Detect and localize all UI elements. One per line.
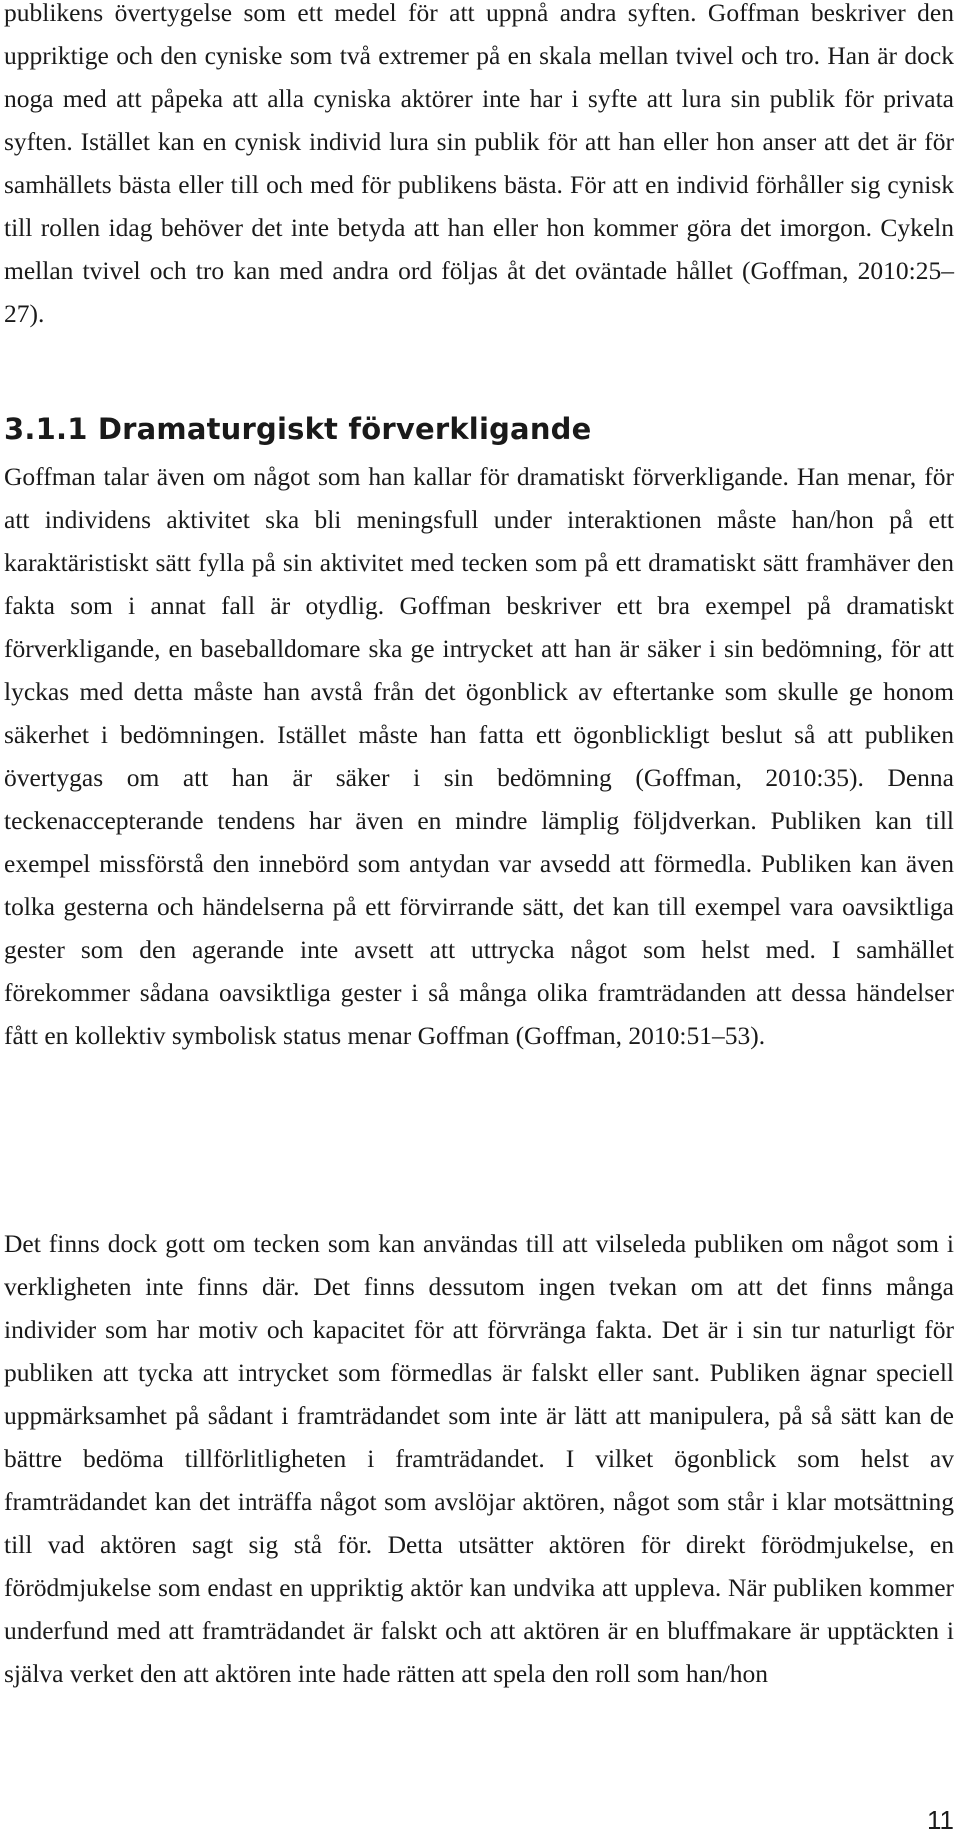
section-heading: 3.1.1 Dramaturgiskt förverkligande [4, 412, 592, 446]
body-paragraph: Goffman talar även om något som han kallar för dramatiskt förverkligande. Han menar, för att individens aktivitet ska bli meningsfull under interaktionen måste han/hon på ett karaktäristiskt sätt fylla på sin aktivitet med tecken som på ett dramatiskt sätt framhäver den fakta som i annat fall är otydlig. Goffman beskriver ett bra exempel på dramatiskt förverkligande, en baseballdomare ska ge intrycket att han är säker i sin bedömning, för att lyckas med detta måste han avstå från det ögonblick av eftertanke som skulle ge honom säkerhet i bedömningen. Istället måste han fatta ett ögonblickligt beslut så att publiken övertygas om att han är säker i sin bedömning (Goffman, 2010:35). Denna teckenaccepterande tendens har även en mindre lämplig följdverkan. Publiken kan till exempel missförstå den innebörd som antydan var avsedd att förmedla. Publiken kan även tolka gesterna och händelserna på ett förvirrande sätt, det kan till exempel vara oavsiktliga gester som den agerande inte avsett att uttrycka något som helst med. I samhället förekommer sådana oavsiktliga gester i så många olika framträdanden att dessa händelser fått en kollektiv symbolisk status menar Goffman (Goffman, 2010:51–53). [4, 462, 954, 1050]
body-paragraph: Det finns dock gott om tecken som kan användas till att vilseleda publiken om något som i verkligheten inte finns där. Det finns dessutom ingen tvekan om att det finns många individer som har motiv och kapacitet för att förvränga fakta. Det är i sin tur naturligt för publiken att tycka att intrycket som förmedlas är falskt eller sant. Publiken ägnar speciell uppmärksamhet på sådant i framträdandet som inte är lätt att manipulera, på så sätt kan de bättre bedöma tillförlitligheten i framträdandet. I vilket ögonblick som helst av framträdandet kan det inträffa något som avslöjar aktören, något som står i klar motsättning till vad aktören sagt sig stå för. Detta utsätter aktören för direkt förödmjukelse, en förödmjukelse som endast en uppriktig aktör kan undvika att uppleva. När publiken kommer underfund med att framträdandet är falskt och att aktören är en bluffmakare är upptäckten i själva verket den att aktören inte hade rätten att spela den roll som han/hon [4, 1229, 954, 1688]
body-paragraph: publikens övertygelse som ett medel för att uppnå andra syften. Goffman beskriver den uppriktige och den cyniske som två extremer på en skala mellan tvivel och tro. Han är dock noga med att påpeka att alla cyniska aktörer inte har i syfte att lura sin publik för privata syften. Istället kan en cynisk individ lura sin publik för att han eller hon anser att det är för samhällets bästa eller till och med för publikens bästa. För att en individ förhåller sig cynisk till rollen idag behöver det inte betyda att han eller hon kommer göra det imorgon. Cykeln mellan tvivel och tro kan med andra ord följas åt det oväntade hållet (Goffman, 2010:25–27). [4, 0, 954, 328]
page-number: 11 [927, 1805, 954, 1835]
